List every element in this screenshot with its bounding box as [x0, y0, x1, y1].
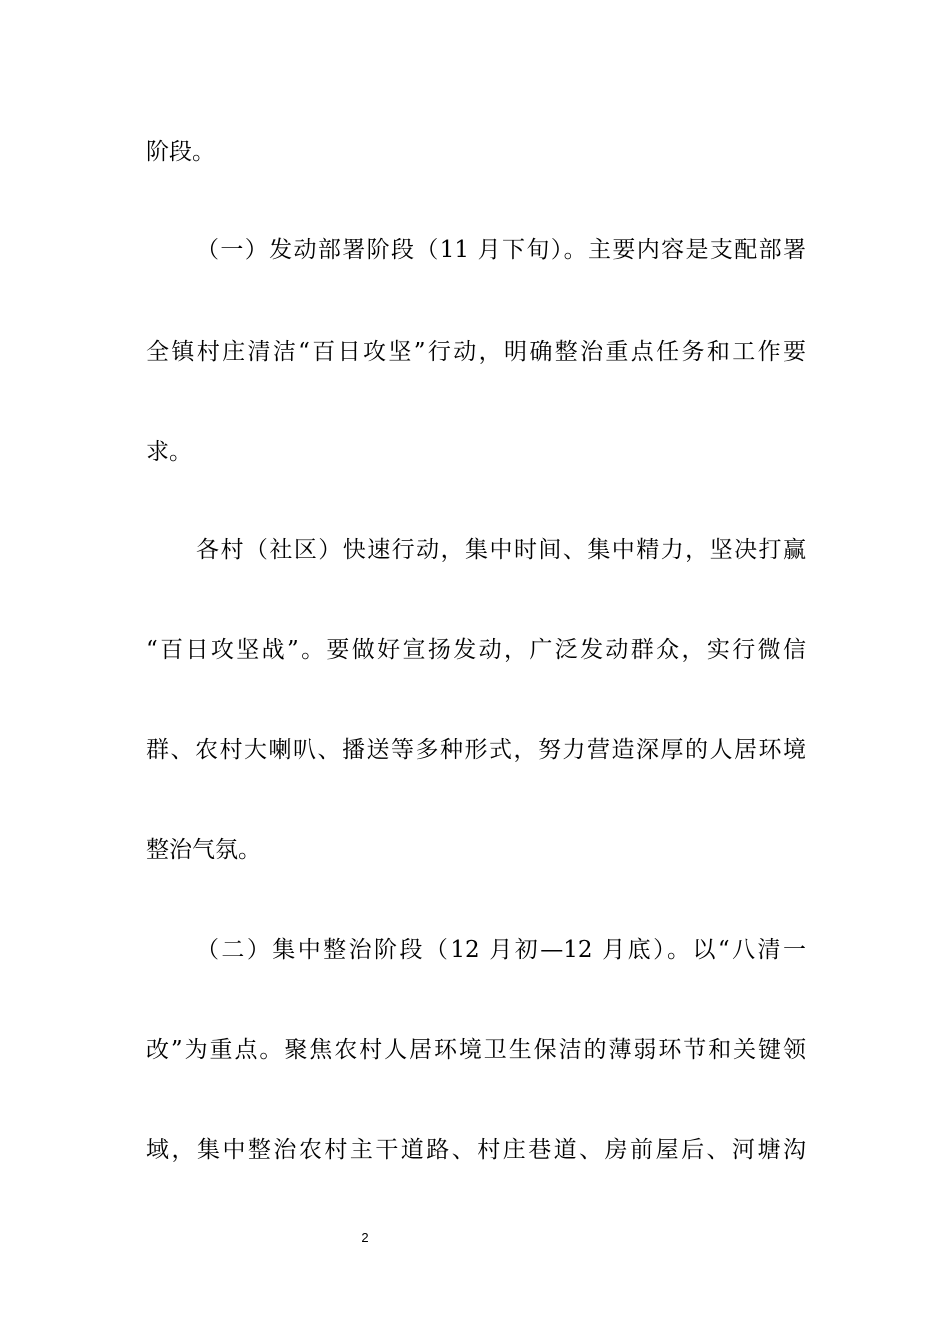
text-line: “百日攻坚战”。要做好宣扬发动，广泛发动群众，实行微信: [146, 637, 806, 663]
text-line: 改”为重点。聚焦农村人居环境卫生保洁的薄弱环节和关键领: [146, 1037, 806, 1063]
text-line: （二）集中整治阶段（12 月初—12 月底）。以“八清一: [196, 937, 806, 963]
page-number: 2: [361, 1230, 369, 1245]
text-line: 各村（社区）快速行动，集中时间、集中精力，坚决打赢: [196, 537, 806, 563]
text-line: （一）发动部署阶段（11 月下旬）。主要内容是支配部署: [196, 237, 806, 263]
text-line: 整治气氛。: [146, 837, 261, 863]
text-line: 群、农村大喇叭、播送等多种形式，努力营造深厚的人居环境: [146, 737, 806, 763]
text-line: 域，集中整治农村主干道路、村庄巷道、房前屋后、河塘沟: [146, 1137, 806, 1163]
text-line: 全镇村庄清洁“百日攻坚”行动，明确整治重点任务和工作要: [146, 339, 806, 365]
text-line: 阶段。: [146, 139, 215, 165]
text-line: 求。: [146, 439, 192, 465]
